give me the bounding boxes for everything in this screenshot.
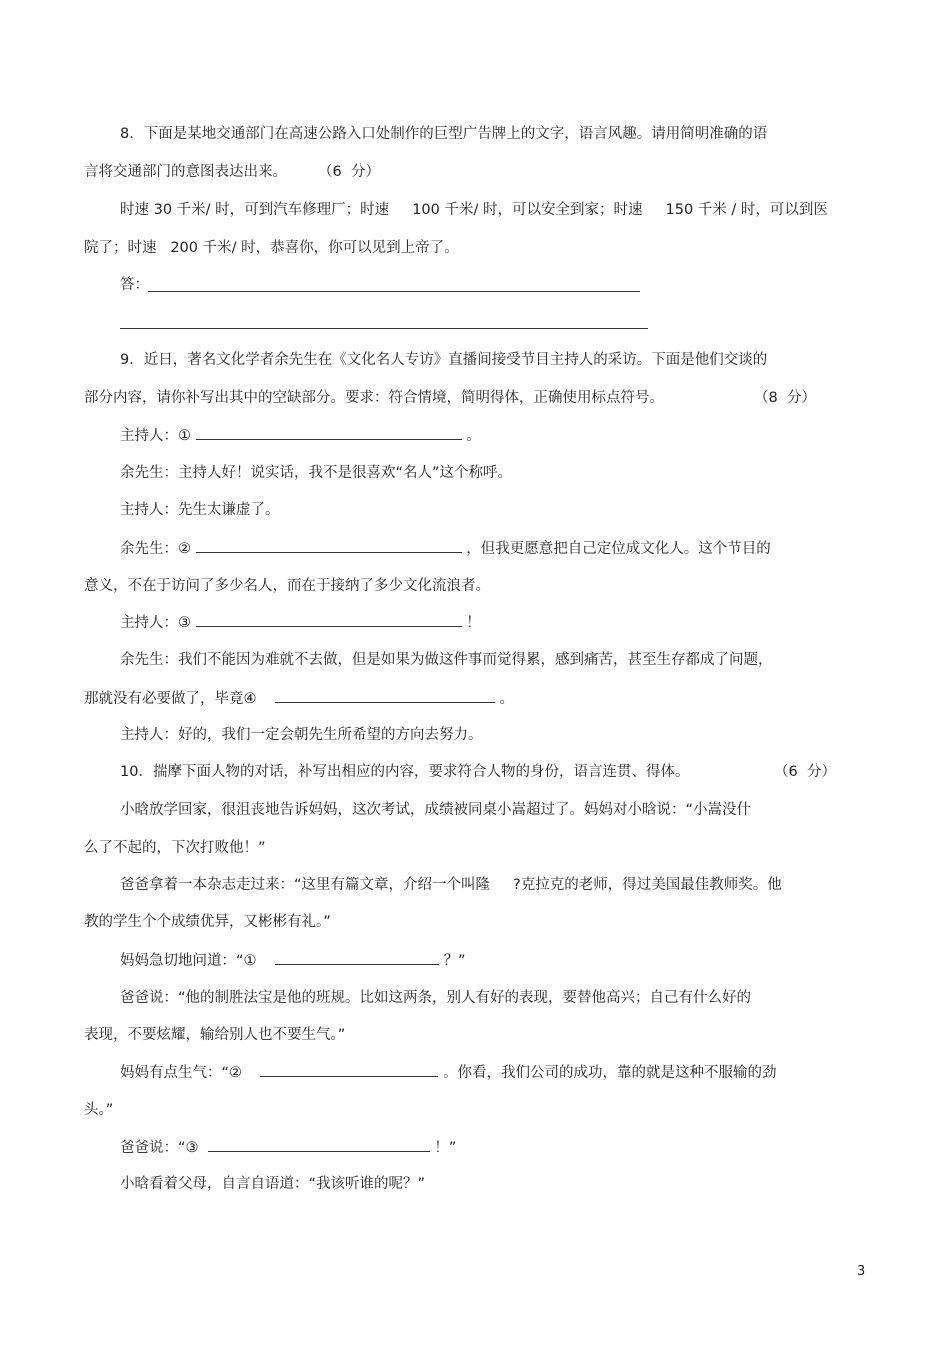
- q10-para-6: [120, 1137, 456, 1158]
- q8-score: （6 分）: [318, 164, 380, 180]
- q9-score: （8 分）: [754, 390, 816, 406]
- q9-dialog-1-post: 。: [466, 428, 481, 444]
- q10-score: （6 分）: [774, 764, 836, 780]
- q9-dialog-4-line2: 意义，不在于访问了多少名人，而在于接纳了多少文化流浪者。: [84, 578, 490, 594]
- q9-dialog-4-post: ，但我更愿意把自己定位成文化人。这个节目的: [466, 541, 771, 557]
- q10-para-2-line2: 教的学生个个成绩优异，又彬彬有礼。”: [84, 914, 331, 930]
- q8-answer-label: 答：: [120, 277, 149, 293]
- q8-line3: 时速 30 千米/ 时，可到汽车修理厂；时速 100 千米/ 时，可以安全到家；时速 150 千米 / 时，可以到医: [120, 202, 828, 218]
- q9-dialog-6-line2-post: 。: [499, 691, 515, 707]
- q9-dialog-6: 余先生：我们不能因为难就不去做，但是如果为做这件事而觉得累，感到痛苦，甚至生存都成了问题，: [120, 652, 773, 668]
- q10-para-5-post: 。你看，我们公司的成功，靠的就是这种不服输的劲: [443, 1065, 777, 1081]
- q9-blank-4[interactable]: [275, 688, 495, 703]
- q9-blank-2[interactable]: [196, 538, 462, 553]
- q10-blank-3[interactable]: [208, 1137, 430, 1152]
- q8-line4: 院了；时速 200 千米/ 时，恭喜你，你可以见到上帝了。: [84, 240, 459, 256]
- q10-para-6-post: ！”: [434, 1140, 457, 1156]
- page-number: 3: [857, 1264, 866, 1279]
- q10-para-7: 小晗看着父母，自言自语道：“我该听谁的呢？”: [120, 1176, 426, 1192]
- q9-dialog-7: 主持人：好的，我们一定会朝先生所希望的方向去努力。: [120, 727, 483, 743]
- q10-para-5-pre: 妈妈有点生气：“②: [120, 1065, 243, 1081]
- q10-para-2: 爸爸拿着一本杂志走过来：“这里有篇文章，介绍一个叫隆 ?克拉克的老师，得过美国最佳教师奖。他: [120, 877, 782, 893]
- q8-answer-line-1[interactable]: [148, 291, 640, 292]
- q10-para-4-line2: 表现，不要炫耀，输给别人也不要生气。”: [84, 1027, 346, 1043]
- q9-dialog-3: 主持人：先生太谦虚了。: [120, 502, 280, 518]
- q9-dialog-6-line2: [84, 688, 514, 709]
- q10-para-5: [120, 1062, 777, 1083]
- q8-line1: 8．下面是某地交通部门在高速公路入口处制作的巨型广告牌上的文字，语言风趣。请用简明准确的语: [120, 126, 768, 142]
- q8-answer-line-2[interactable]: [120, 328, 648, 329]
- q9-dialog-5-pre: 主持人：③: [120, 615, 191, 631]
- q9-blank-3[interactable]: [196, 612, 462, 627]
- q9-dialog-5: [120, 612, 481, 633]
- q10-para-4: 爸爸说：“他的制胜法宝是他的班规。比如这两条，别人有好的表现，要替他高兴；自己有什么好的: [120, 990, 752, 1006]
- q9-dialog-1-pre: 主持人：①: [120, 428, 191, 444]
- q10-para-5-line2: 头。”: [84, 1102, 114, 1118]
- q9-blank-1[interactable]: [196, 425, 462, 440]
- q10-line1: 10．揣摩下面人物的对话，补写出相应的内容，要求符合人物的身份，语言连贯、得体。: [120, 764, 690, 780]
- q10-para-3-pre: 妈妈急切地问道：“①: [120, 953, 257, 969]
- q9-dialog-4: [120, 538, 771, 559]
- q10-blank-1[interactable]: [275, 950, 439, 965]
- q9-line1: 9．近日，著名文化学者余先生在《文化名人专访》直播间接受节目主持人的采访。下面是他们交谈的: [120, 352, 768, 368]
- q10-para-3-post: ？”: [443, 953, 466, 969]
- q9-dialog-2: 余先生：主持人好！说实话，我不是很喜欢“名人”这个称呼。: [120, 465, 513, 481]
- q8-line2: 言将交通部门的意图表达出来。: [84, 164, 287, 180]
- q10-para-3: [120, 950, 466, 971]
- q9-dialog-4-pre: 余先生：②: [120, 541, 191, 557]
- q9-dialog-6-line2-pre: 那就没有必要做了，毕竟④: [84, 691, 257, 707]
- q9-line2: 部分内容，请你补写出其中的空缺部分。要求：符合情境，简明得体，正确使用标点符号。: [84, 390, 664, 406]
- q10-para-1: 小晗放学回家，很沮丧地告诉妈妈，这次考试，成绩被同桌小嵩超过了。妈妈对小晗说：“小嵩没什: [120, 802, 752, 818]
- q9-dialog-5-post: ！: [466, 615, 481, 631]
- q9-dialog-1: [120, 425, 481, 446]
- q10-para-1-line2: 么了不起的，下次打败他！”: [84, 840, 266, 856]
- q10-blank-2[interactable]: [260, 1062, 438, 1077]
- q10-para-6-pre: 爸爸说：“③: [120, 1140, 199, 1156]
